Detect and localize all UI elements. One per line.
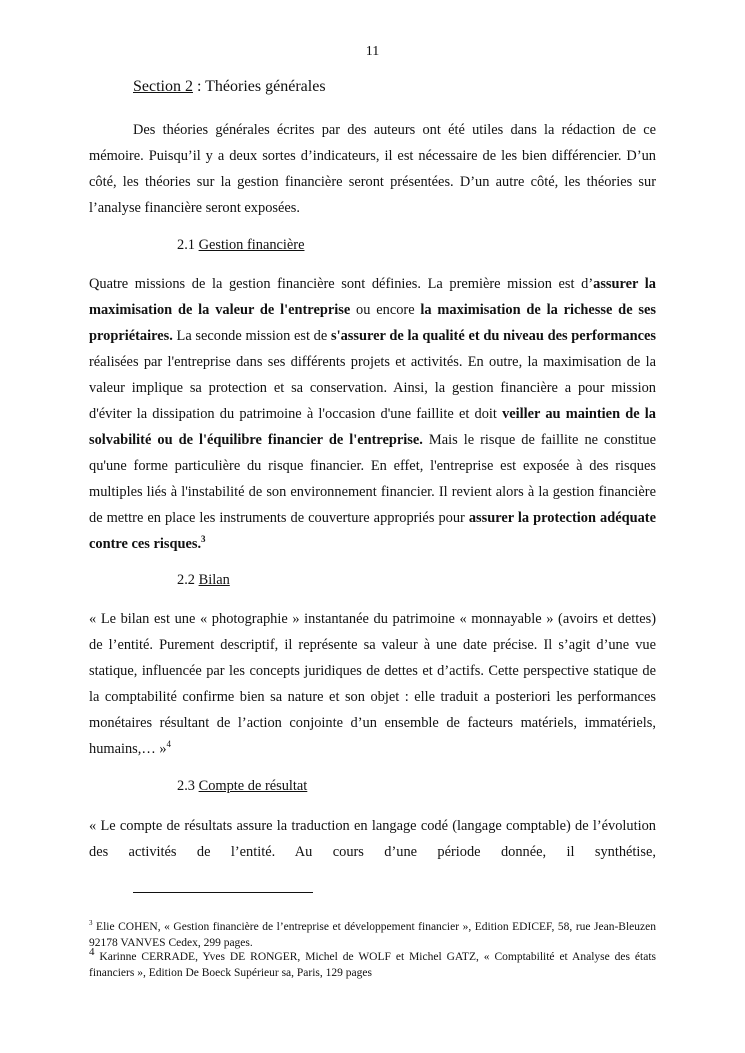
gestion-financiere-paragraph [89, 271, 656, 557]
text-run: Mais le risque de faillite ne constitue qu'une forme particulière du risque financier. En effet, l'entreprise est exposée à des risques multiples liés à l'instabilité de son environnement financier. Il revient alors à la gestion financière de mettre en place les instruments de couverture appropriés pour [89, 432, 656, 526]
subheading-title: Compte de résultat [198, 778, 308, 794]
footnote-ref-4: 4 [166, 739, 172, 750]
footnote-ref-3: 3 [201, 534, 206, 545]
bold-run: la maximisation de la richesse de ses propriétaires. [89, 302, 656, 344]
subheading-number: 2.1 [177, 237, 199, 253]
bold-run: s'assurer de la qualité et du niveau des performances [330, 328, 656, 344]
section-label: Section 2 [133, 78, 193, 95]
subheading-number: 2.2 [177, 572, 199, 588]
subheading-2-1 [177, 237, 304, 254]
text-run: « Le bilan est une « photographie » instantanée du patrimoine « monnayable » (avoirs et dettes) de l’entité. Purement descriptif, il représente sa valeur à une date précise. Il s’agit d’une vue statique, influencée par les concepts juridiques de dettes et d’actifs. Cette perspective statique de la comptabilité confirme bien sa nature et son objet : elle traduit a posteriori les performances monétaires résultant de l’action conjointe d’un ensemble de facteurs matériels, immatériels, humains,… » [89, 611, 656, 757]
intro-paragraph: Des théories générales écrites par des auteurs ont été utiles dans la rédaction de ce mémoire. Puisqu’il y a deux sortes d’indicateurs, il est nécessaire de les bien différencier. D’un côté, les théories sur la gestion financière seront présentées. D’un autre côté, les théories sur l’analyse financière seront exposées. [89, 122, 656, 216]
subheading-2-3 [177, 778, 307, 795]
section-title-text: Théories générales [205, 78, 326, 95]
subheading-title: Gestion financière [198, 237, 305, 253]
text-run: réalisées par l'entreprise dans ses différents projets et activités. En outre, la maximisation de la valeur implique sa protection et sa conservation. Ainsi, la gestion financière a pour mission d'éviter la dissipation du patrimoine à l'occasion d'une faillite et doit [89, 354, 656, 422]
bilan-paragraph [89, 606, 656, 762]
bold-run: veiller au maintien de la solvabilité ou de l'équilibre financier de l'entreprise. [89, 406, 656, 448]
subheading-2-2 [177, 572, 230, 589]
footnote-separator [133, 892, 313, 893]
section-separator: : [193, 78, 206, 95]
page-number: 11 [365, 44, 380, 59]
section-title [133, 78, 326, 96]
bold-run: assurer la protection adéquate contre ces risques. [89, 510, 656, 552]
text-run: ou encore [350, 302, 421, 318]
footnote-3 [89, 920, 656, 951]
subheading-title: Bilan [198, 572, 230, 588]
footnote-text: Karinne CERRADE, Yves DE RONGER, Michel de WOLF et Michel GATZ, « Comptabilité et Analyse des états financiers », Edition De Boeck Supérieur sa, Paris, 129 pages [89, 951, 656, 979]
text-run: Quatre missions de la gestion financière sont définies. La première mission est d’ [89, 276, 594, 292]
footnote-number: 4 [89, 946, 95, 959]
footnote-text: Elie COHEN, « Gestion financière de l’entreprise et développement financier », Edition EDICEF, 58, rue Jean-Bleuzen 92178 VANVES Cedex, 299 pages. [89, 921, 656, 949]
footnote-4 [89, 946, 656, 981]
subheading-number: 2.3 [177, 778, 199, 794]
footnote-number: 3 [89, 919, 93, 928]
compte-resultat-paragraph: « Le compte de résultats assure la traduction en langage codé (langage comptable) de l’évolution des activités de l’entité. Au cours d’une période donnée, il synthétise, [89, 818, 656, 860]
text-run: La seconde mission est de [172, 328, 331, 344]
bold-run: assurer la maximisation de la valeur de l'entreprise [89, 276, 656, 318]
